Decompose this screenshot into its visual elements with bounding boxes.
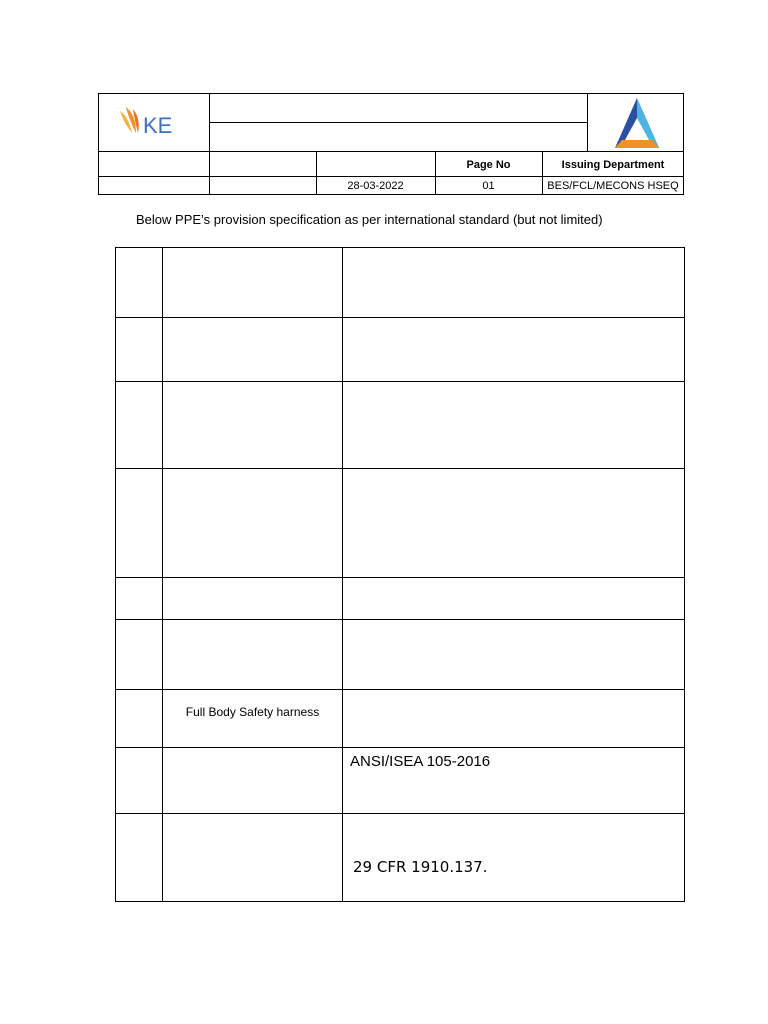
issuing-department-value: BES/FCL/MECONS HSEQ [547, 180, 679, 192]
issue-date: 28-03-2022 [347, 180, 404, 192]
page-no-label: Page No [466, 159, 511, 171]
document-header [98, 93, 684, 195]
intro-text: Below PPE’s provision specification as per international standard (but not limited) [136, 212, 603, 227]
ke-logo-text: KE [143, 113, 173, 138]
ppe-spec-ansi-isea: ANSI/ISEA 105-2016 [350, 753, 491, 770]
issuing-department-label: Issuing Department [561, 159, 665, 171]
ppe-spec-cfr: 29 CFR 1910.137. [353, 858, 488, 876]
ke-logo [116, 103, 192, 139]
page-no-value: 01 [482, 180, 495, 192]
ppe-item-full-body-harness: Full Body Safety harness [185, 705, 320, 719]
ppe-table [115, 247, 685, 902]
triangle-logo [612, 96, 662, 150]
